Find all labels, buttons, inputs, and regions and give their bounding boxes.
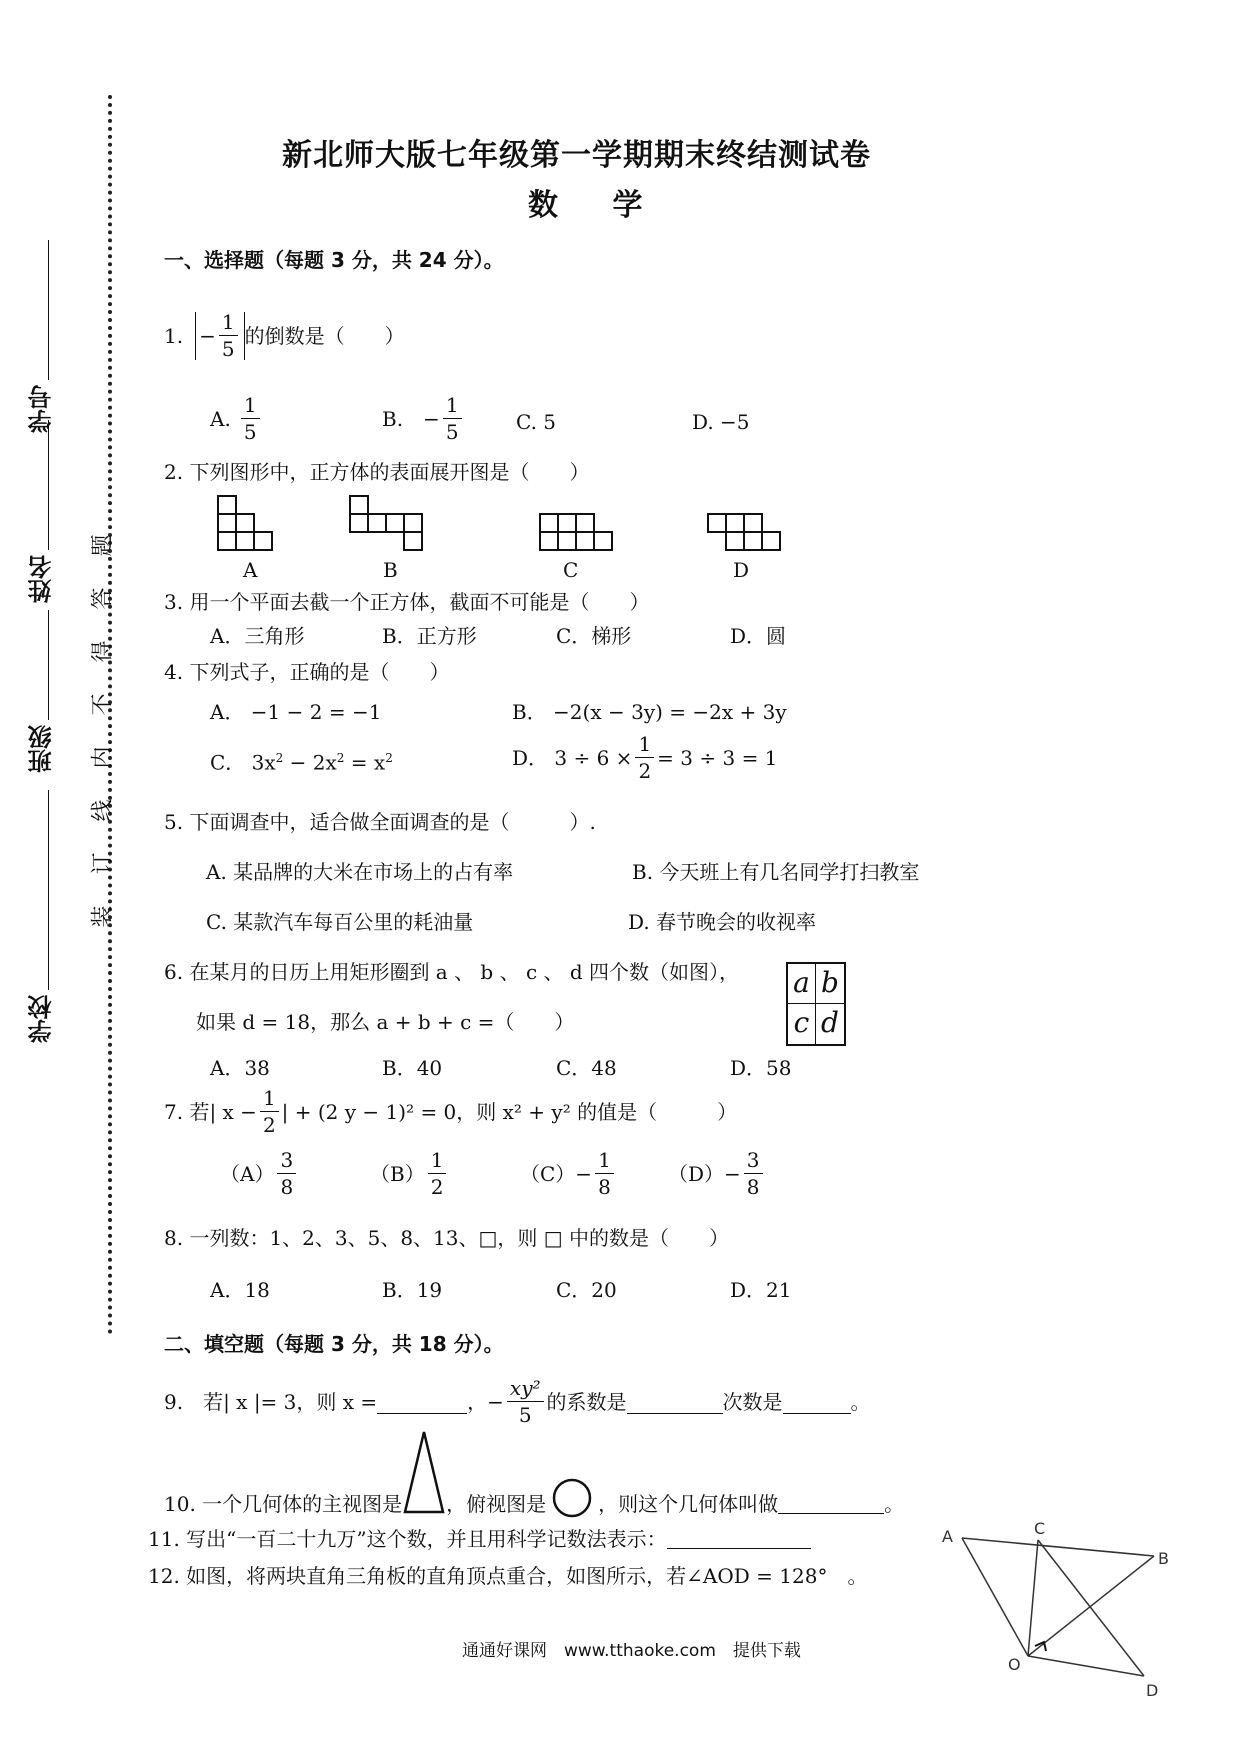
margin-label-class: 班级 <box>28 725 56 773</box>
q4-option-a: A． −1 − 2 = −1 <box>210 700 382 724</box>
q2-label-d: D <box>733 558 750 582</box>
q1-option-d: D. −5 <box>692 410 750 434</box>
question-6-line2: 如果 d = 18，那么 a + b + c =（ ） <box>196 1010 575 1034</box>
question-12: 12. 如图，将两块直角三角板的直角顶点重合，如图所示，若∠AOD = 128° 。 <box>148 1564 868 1588</box>
q3-option-d: D．圆 <box>730 624 787 648</box>
class-blank-line <box>48 610 49 720</box>
page-footer: 通通好课网 www.tthaoke.com 提供下载 <box>462 1641 801 1661</box>
q3-option-c: C．梯形 <box>556 624 632 648</box>
q7-option-b: （B） $\frac{1}{2}$ <box>370 1150 449 1198</box>
answer-blank[interactable] <box>778 1491 884 1514</box>
margin-label-student-id: 学号 <box>28 385 56 433</box>
q12-triangle-figure <box>940 1518 1180 1708</box>
q5-option-c: C. 某款汽车每百公里的耗油量 <box>206 910 474 934</box>
q3-option-b: B．正方形 <box>382 624 477 648</box>
q1-option-c: C. 5 <box>516 410 557 434</box>
q4-option-d: D． 3 ÷ 6 × $\frac{1}{2}$ = 3 ÷ 3 = 1 <box>512 732 778 783</box>
q7-option-c: （C）− $\frac{1}{8}$ <box>520 1150 617 1198</box>
question-11: 11. 写出“一百二十九万”这个数，并且用科学记数法表示： <box>148 1526 811 1549</box>
q7-option-d: （D）− $\frac{3}{8}$ <box>668 1150 766 1198</box>
q8-option-b: B．19 <box>382 1278 443 1302</box>
q3-option-a: A．三角形 <box>210 624 305 648</box>
question-1: 1. − $\frac{1}{5}$ 的倒数是（ ） <box>164 310 405 361</box>
notice-char: 内 <box>90 746 116 769</box>
q2-label-a: A <box>243 558 258 582</box>
q5-option-b: B. 今天班上有几名同学打扫教室 <box>632 860 920 884</box>
question-9: 9. 若| x |= 3，则 x = ，− $\frac{\text{xy²}}{5}$ 的系数是 次数是 。 <box>164 1376 871 1427</box>
point-label-o: O <box>1008 1655 1021 1674</box>
q6-option-a: A．38 <box>210 1056 270 1080</box>
q2-label-b: B <box>383 558 398 582</box>
point-label-a: A <box>942 1527 953 1546</box>
notice-char: 装 <box>90 905 116 928</box>
q8-option-c: C．20 <box>556 1278 617 1302</box>
answer-blank[interactable] <box>377 1391 467 1414</box>
q8-option-a: A．18 <box>210 1278 270 1302</box>
q6-option-c: C．48 <box>556 1056 617 1080</box>
name-blank-line <box>48 420 49 550</box>
page-title: 新北师大版七年级第一学期期末终结测试卷 <box>282 138 871 173</box>
point-label-d: D <box>1146 1681 1159 1700</box>
calendar-cell: b <box>816 964 844 1004</box>
notice-char: 得 <box>90 640 116 663</box>
section2-heading: 二、填空题（每题 3 分，共 18 分）。 <box>164 1332 504 1356</box>
question-number: 1. <box>164 324 184 348</box>
q5-option-a: A. 某品牌的大米在市场上的占有率 <box>206 860 514 884</box>
notice-char: 订 <box>90 852 116 875</box>
answer-blank[interactable] <box>783 1391 851 1414</box>
question-7: 7. 若| x − $\frac{1}{2}$ | + (2 y − 1)² = 0，则 x² + y² 的值是（ ） <box>164 1086 738 1137</box>
calendar-cell: c <box>788 1004 816 1044</box>
question-8: 8. 一列数：1、2、3、5、8、13、□，则 □ 中的数是（ ） <box>164 1226 730 1250</box>
q6-option-b: B．40 <box>382 1056 443 1080</box>
notice-char: 不 <box>90 693 116 716</box>
q8-option-d: D．21 <box>730 1278 792 1302</box>
q4-option-b: B． −2(x − 3y) = −2x + 3y <box>512 700 787 724</box>
q2-net-figures <box>210 492 810 572</box>
answer-blank[interactable] <box>667 1526 811 1549</box>
q1-option-b: B. − $\frac{1}{5}$ <box>382 395 465 443</box>
notice-char: 答 <box>90 587 116 610</box>
cone-front-view-triangle <box>402 1430 446 1514</box>
q5-option-d: D. 春节晚会的收视率 <box>628 910 817 934</box>
calendar-cell: a <box>788 964 816 1004</box>
q2-label-c: C <box>563 558 579 582</box>
notice-char: 线 <box>90 799 116 822</box>
margin-label-school: 学校 <box>28 995 56 1043</box>
student-id-blank-line <box>48 240 49 380</box>
calendar-cell: d <box>821 1006 839 1039</box>
section1-heading: 一、选择题（每题 3 分，共 24 分）。 <box>164 248 504 272</box>
q6-option-d: D．58 <box>730 1056 792 1080</box>
point-label-c: C <box>1034 1519 1046 1538</box>
answer-blank[interactable] <box>627 1391 723 1414</box>
margin-label-name: 姓名 <box>28 555 56 603</box>
school-blank-line <box>48 790 49 990</box>
notice-char: 题 <box>90 534 116 557</box>
question-3: 3. 用一个平面去截一个正方体，截面不可能是（ ） <box>164 590 650 614</box>
question-5: 5. 下面调查中，适合做全面调查的是（ ）. <box>164 810 596 834</box>
question-4: 4. 下列式子，正确的是（ ） <box>164 660 450 684</box>
q7-option-a: （A） $\frac{3}{8}$ <box>220 1150 299 1198</box>
subject-title: 数 学 <box>528 188 665 223</box>
fraction: $\frac{1}{5}$ <box>219 312 238 360</box>
question-10: 10. 一个几何体的主视图是 ，俯视图是 ，则这个几何体叫做 。 <box>164 1476 904 1514</box>
point-label-b: B <box>1158 1549 1169 1568</box>
calendar-grid <box>786 962 846 1046</box>
q4-option-c: C． $3x^2 - 2x^2 = x^2$ <box>210 750 393 775</box>
question-2: 2. 下列图形中，正方体的表面展开图是（ ） <box>164 460 590 484</box>
question-6-line1: 6. 在某月的日历上用矩形圈到 a 、 b 、 c 、 d 四个数（如图）， <box>164 960 740 984</box>
q1-option-a: A. $\frac{1}{5}$ <box>210 395 263 443</box>
top-view-circle <box>550 1476 594 1520</box>
